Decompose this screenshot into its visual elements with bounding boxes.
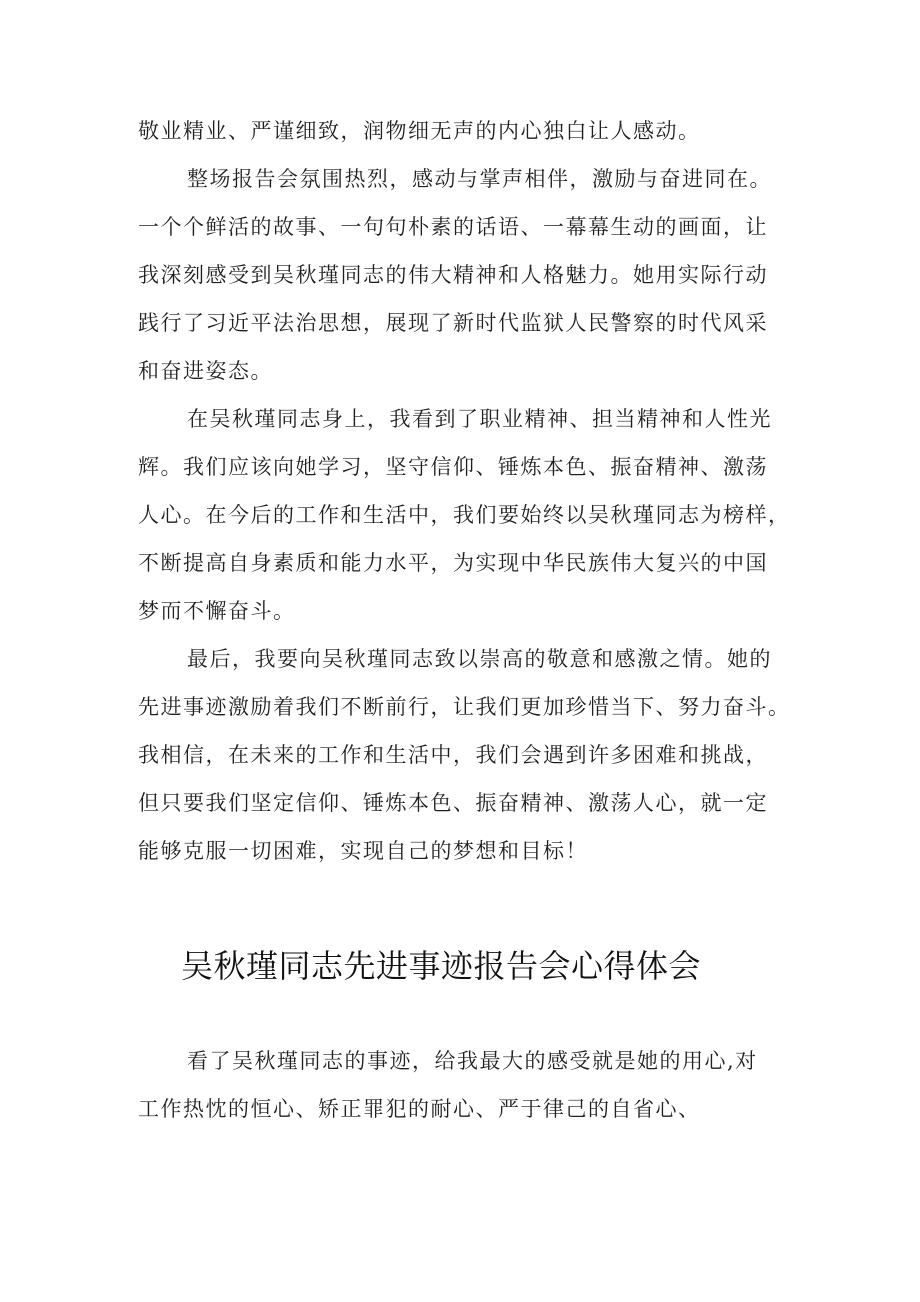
- section-paragraph-1-line-2: 工作热忱的恒心、矫正罪犯的耐心、严于律己的自省心、: [138, 1097, 701, 1121]
- paragraph-2-line-2: 辉。我们应该向她学习，坚守信仰、锤炼本色、振奋精神、激荡: [138, 455, 768, 479]
- paragraph-2-line-4: 不断提高自身素质和能力水平，为实现中华民族伟大复兴的中国: [138, 551, 768, 575]
- paragraph-2-line-5: 梦而不懈奋斗。: [138, 599, 296, 623]
- paragraph-2-line-3: 人心。在今后的工作和生活中，我们要始终以吴秋瑾同志为榜样，: [138, 503, 791, 527]
- paragraph-3-line-3: 我相信，在未来的工作和生活中，我们会遇到许多困难和挑战，: [138, 743, 768, 767]
- paragraph-0-line-1: 敬业精业、严谨细致，润物细无声的内心独白让人感动。: [138, 119, 701, 143]
- paragraph-1-line-4: 践行了习近平法治思想，展现了新时代监狱人民警察的时代风采: [138, 311, 768, 335]
- paragraph-1-line-2: 一个个鲜活的故事、一句句朴素的话语、一幕幕生动的画面，让: [138, 215, 768, 239]
- section-title: 吴秋瑾同志先进事迹报告会心得体会: [181, 947, 702, 985]
- paragraph-3-line-5: 能够克服一切困难，实现自己的梦想和目标！: [138, 839, 588, 863]
- paragraph-2-line-1: 在吴秋瑾同志身上，我看到了职业精神、担当精神和人性光: [187, 407, 772, 431]
- paragraph-1-line-5: 和奋进姿态。: [138, 359, 273, 383]
- paragraph-3-line-4: 但只要我们坚定信仰、锤炼本色、振奋精神、激荡人心，就一定: [138, 791, 768, 815]
- section-paragraph-1-line-1: 看了吴秋瑾同志的事迹，给我最大的感受就是她的用心,对: [187, 1049, 758, 1073]
- paragraph-1-line-3: 我深刻感受到吴秋瑾同志的伟大精神和人格魅力。她用实际行动: [138, 263, 768, 287]
- paragraph-1-line-1: 整场报告会氛围热烈，感动与掌声相伴，激励与奋进同在。: [187, 167, 772, 191]
- paragraph-3-line-1: 最后，我要向吴秋瑾同志致以崇高的敬意和感激之情。她的: [187, 647, 772, 671]
- paragraph-3-line-2: 先进事迹激励着我们不断前行，让我们更加珍惜当下、努力奋斗。: [138, 695, 791, 719]
